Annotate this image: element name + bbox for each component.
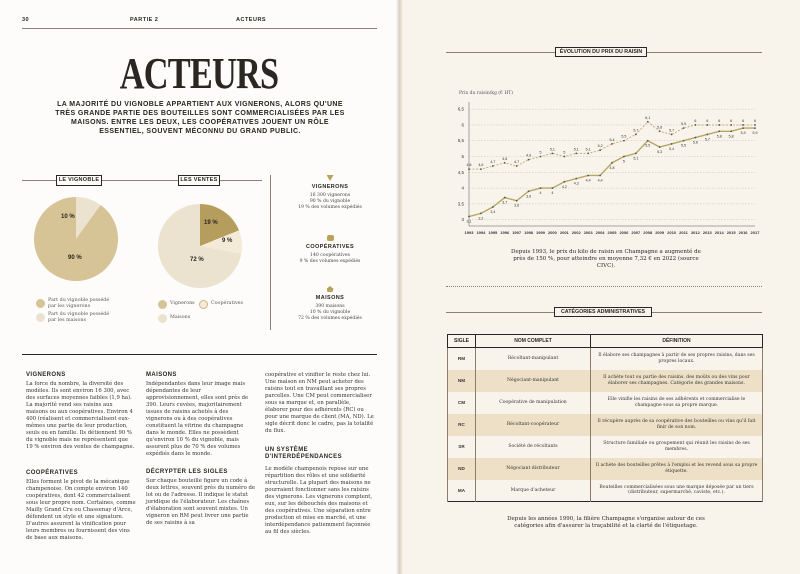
interdependances-heading: UN SYSTÈME D'INTERDÉPENDANCES	[265, 447, 342, 460]
data-label: 6	[730, 118, 733, 123]
data-point	[623, 140, 625, 142]
data-point	[695, 124, 697, 126]
data-point	[492, 165, 494, 167]
data-label: 6	[706, 118, 709, 123]
data-point	[659, 130, 661, 132]
side-maisons: MAISONS 390 maisons 10 % du vignoble 72 % des volumes expédiés	[280, 286, 380, 322]
x-tick-label: 2001	[559, 230, 569, 235]
data-label: 4,3	[573, 181, 579, 186]
house-icon	[327, 286, 334, 292]
vignoble-legend-2: Part du vignoble possédé par les maisons	[48, 312, 110, 323]
data-point	[599, 149, 601, 151]
data-point	[575, 152, 577, 154]
data-point	[671, 143, 673, 145]
data-point	[468, 168, 470, 170]
sigles-text: Sur chaque bouteille figure un code à deux lettres, souvent près du numéro de lot ou de l'adresse. Il indique le statut juridique de l'élaborateur. Les chaînes d'élaboration sont souvent mixtes. Un vigneron en RM peut livrer une partie de ses raisins à sa	[146, 478, 255, 526]
ventes-72-pct: 72 %	[190, 257, 204, 263]
table-row	[448, 348, 763, 370]
x-tick-label: 2008	[643, 230, 653, 235]
data-point	[528, 159, 530, 161]
x-tick-label: 2010	[667, 230, 677, 235]
data-point	[575, 178, 577, 180]
building-icon	[327, 235, 334, 241]
data-label: 5	[622, 159, 625, 164]
data-label: 5,9	[752, 131, 758, 136]
data-label: 4,4	[585, 178, 591, 183]
table-row	[448, 480, 763, 502]
cell-d: Il achète tout ou partie des raisins, des moûts ou des vins pour élaborer ses champagnes. Catégorie des grandes maisons.	[591, 370, 763, 392]
col3-text: coopérative et vinifier le reste chez lui. Une maison en NM peut acheter des raisins tout en travaillant ses propres parcelles. Une CM peut commercialiser sous sa marque et, en parallèle, élaborer pour des adhérents (RC) ou pour une marque de client (MA, ND). Le sigle décrit donc le cadre, pas la totalité du flux.	[265, 372, 374, 434]
data-point	[647, 140, 649, 142]
gutter	[396, 0, 403, 574]
data-point	[492, 206, 494, 208]
data-label: 5,8	[716, 134, 722, 139]
vignoble-small-pct: 10 %	[61, 214, 75, 220]
table-title: CATÉGORIES ADMINISTRATIVES	[554, 307, 652, 317]
data-point	[611, 162, 613, 164]
data-point	[659, 146, 661, 148]
x-tick-label: 1999	[536, 230, 545, 235]
x-tick-label: 2003	[583, 230, 593, 235]
x-tick-label: 2007	[631, 230, 641, 235]
data-label: 4,8	[502, 156, 508, 161]
x-tick-label: 1994	[476, 230, 486, 235]
data-label: 5,4	[669, 146, 675, 151]
vignerons-text: La force du nombre, la diversité des modèles. Ils sont environ 16 300, avec des surfaces moyennes faibles (1,9 ha). La majorité vend ses raisins aux maisons ou aux coopératives. Environ 4 400 (réalisent et commercialisent eux-mêmes une partie de leur production, seuls ou en famille. Ils détiennent 90 % du vignoble mais ne représentent que 19 % environ des ventes de champagne.	[26, 381, 135, 450]
data-label: 5,3	[657, 150, 663, 155]
x-tick-label: 2013	[702, 230, 712, 235]
data-point	[504, 162, 506, 164]
data-point	[742, 124, 744, 126]
data-point	[480, 168, 482, 170]
data-point	[611, 143, 613, 145]
data-point	[516, 200, 518, 202]
data-label: 6	[742, 118, 745, 123]
y-tick-label: 3,5	[457, 201, 464, 207]
data-point	[683, 140, 685, 142]
maisons-heading: MAISONS	[146, 372, 177, 378]
maisons-text: Indépendantes dans leur image mais dépendantes de leur approvisionnement, elles sont près de 390. Leurs cuvées, majoritairement issues de raisins achetés à des vignerons ou à des coopératives constituent la vitrine du champagne dans le monde. Elles ne possèdent qu'environ 10 % du vignoble, mais assurent plus de 70 % des volumes expédiés dans le monde.	[146, 381, 249, 457]
data-point	[742, 127, 744, 129]
data-label: 6	[718, 118, 721, 123]
y-tick-label: 4,5	[457, 169, 464, 175]
x-tick-label: 2012	[690, 230, 700, 235]
data-point	[516, 165, 518, 167]
data-point	[468, 216, 470, 218]
cell-d: Bouteilles commercialisées sous une marque déposée par un tiers (distributeur, supermarché, caviste, etc.).	[591, 480, 763, 502]
x-tick-label: 2000	[547, 230, 557, 235]
data-label: 5,7	[669, 128, 675, 133]
legend-cooperatives: Coopératives	[211, 301, 243, 306]
x-tick-label: 2015	[726, 230, 736, 235]
col-definition: DÉFINITION	[591, 335, 763, 348]
x-tick-label: 2005	[607, 230, 617, 235]
x-tick-label: 1998	[524, 230, 534, 235]
cell-n: Marque d'acheteur	[476, 480, 591, 502]
data-point	[563, 181, 565, 183]
legend-maisons: Maisons	[170, 315, 191, 320]
data-point	[587, 175, 589, 177]
data-point	[695, 137, 697, 139]
vignoble-label: LE VIGNOBLE	[56, 175, 102, 186]
data-label: 3,2	[478, 216, 484, 221]
data-label: 4,6	[478, 163, 484, 168]
page-title: ACTEURS	[119, 49, 279, 98]
y-tick-label: 3	[461, 217, 464, 223]
categories-table	[447, 334, 763, 502]
data-point	[552, 152, 554, 154]
data-label: 5,6	[692, 140, 698, 145]
cell-s: MA	[448, 480, 476, 502]
cell-s: ND	[448, 458, 476, 480]
cell-s: RM	[448, 348, 476, 370]
data-label: 4,9	[526, 153, 532, 158]
page-number: 30	[22, 17, 30, 23]
x-tick-label: 2017	[750, 230, 760, 235]
data-point	[718, 124, 720, 126]
cell-n: Négociant-manipulant	[476, 370, 591, 392]
data-point	[635, 134, 637, 136]
data-label: 4,4	[597, 178, 603, 183]
data-label: 3,9	[526, 194, 532, 199]
data-label: 3,4	[490, 210, 496, 215]
cell-d: Structure familiale ou groupement qui réunit les raisins de ses membres.	[591, 436, 763, 458]
cell-d: Elle vinifie les raisins de ses adhérents et commercialise le champagne sous sa propre marque.	[591, 392, 763, 414]
table-row	[448, 392, 763, 414]
vignoble-pie	[34, 197, 118, 281]
vignoble-legend-1: Part du vignoble possédé par les vignerons	[48, 298, 110, 309]
data-point	[730, 124, 732, 126]
legend-vignerons: Vignerons	[170, 301, 195, 306]
data-point	[563, 156, 565, 158]
table-row	[448, 458, 763, 480]
y-axis-label: Prix du raisin/kg (€ HT)	[459, 91, 513, 96]
data-label: 4,7	[490, 160, 496, 164]
cell-d: Il élabore ses champagnes à partir de ses propres raisins, dans ses propres locaux.	[591, 348, 763, 370]
cooperatives-heading: COOPÉRATIVES	[26, 470, 79, 476]
ventes-label: LES VENTES	[178, 175, 220, 186]
ventes-9-pct: 9 %	[222, 238, 233, 244]
data-label: 6	[754, 118, 756, 123]
data-point	[706, 134, 708, 136]
table-caption: Depuis les années 1990, la filière Champagne s'organise autour de ces catégories afin d'assurer la traçabilité et la clarté de l'étiquetage.	[507, 516, 705, 529]
x-tick-label: 1995	[488, 230, 498, 235]
cell-n: Coopérative de manipulation	[476, 392, 591, 414]
x-tick-label: 1993	[464, 230, 474, 235]
col-nom: NOM COMPLET	[476, 335, 591, 348]
y-tick-label: 4	[461, 185, 464, 191]
data-point	[528, 190, 530, 192]
x-tick-label: 2009	[655, 230, 665, 235]
data-label: 5,1	[585, 147, 591, 152]
cell-s: CM	[448, 392, 476, 414]
data-label: 3,7	[502, 200, 508, 205]
data-label: 4,8	[609, 165, 615, 170]
section-label: ACTEURS	[236, 17, 267, 23]
data-label: 5,7	[704, 137, 710, 142]
data-label: 5,5	[621, 134, 627, 139]
data-point	[587, 152, 589, 154]
y-tick-label: 5,5	[457, 138, 464, 144]
x-tick-label: 2016	[738, 230, 748, 235]
data-label: 3,6	[514, 203, 520, 208]
data-label: 4,6	[466, 163, 472, 168]
data-point	[480, 212, 482, 214]
ventes-19-pct: 19 %	[204, 220, 218, 226]
data-label: 5	[539, 150, 542, 155]
data-point	[671, 134, 673, 136]
y-tick-label: 6	[461, 122, 464, 128]
data-point	[504, 197, 506, 199]
data-label: 5	[563, 150, 566, 155]
data-label: 5,5	[645, 143, 651, 148]
x-tick-label: 2002	[571, 230, 581, 235]
x-tick-label: 1996	[500, 230, 510, 235]
cell-s: RC	[448, 414, 476, 436]
chart-caption: Depuis 1993, le prix du kilo de raisin en Champagne a augmenté de près de 150 %, pour atteindre en moyenne 7,32 € en 2022 (source CIVC).	[511, 249, 701, 269]
data-point	[754, 127, 756, 129]
data-label: 4	[551, 191, 554, 196]
data-point	[647, 121, 649, 123]
table-row	[448, 414, 763, 436]
data-label: 5,5	[681, 143, 686, 148]
grape-icon	[327, 175, 334, 181]
table-row	[448, 436, 763, 458]
cell-n: Négociant distributeur	[476, 458, 591, 480]
x-tick-label: 2011	[679, 230, 688, 235]
data-point	[552, 187, 554, 189]
data-label: 5,9	[681, 122, 686, 127]
data-label: 5,9	[740, 131, 746, 136]
data-label: 5,8	[728, 134, 734, 139]
cell-s: NM	[448, 370, 476, 392]
data-label: 5,2	[597, 144, 603, 149]
vignoble-big-pct: 90 %	[68, 255, 82, 261]
data-label: 3,1	[466, 219, 472, 224]
data-label: 4	[539, 191, 542, 196]
sigles-heading: DÉCRYPTER LES SIGLES	[146, 469, 228, 475]
data-point	[599, 175, 601, 177]
cooperatives-text: Elles forment le pivot de la mécanique champenoise. On compte environ 140 coopératives, dont 42 commercialisent sous leur propre nom. Certaines, comme Mailly Grand Cru ou Chassenay d'Arce, défendent un style et une signature. D'autres assurent la vinification pour leurs membres ou fournissent des vins de base aux maisons.	[26, 479, 136, 541]
data-point	[635, 152, 637, 154]
x-tick-label: 2006	[619, 230, 629, 235]
vignerons-heading: VIGNERONS	[26, 372, 66, 378]
data-label: 5,7	[633, 128, 639, 133]
chart-title: ÉVOLUTION DU PRIX DU RAISIN	[555, 47, 647, 57]
data-point	[540, 187, 542, 189]
y-tick-label: 6,5	[457, 106, 464, 112]
data-label: 5,1	[573, 147, 579, 152]
data-point	[718, 130, 720, 132]
lede: LA MAJORITÉ DU VIGNOBLE APPARTIENT AUX VIGNERONS, ALORS QU'UNE TRÈS GRANDE PARTIE DES BOUTEILLES SONT COMMERCIALISÉES PAR LES MAISONS. ENTRE LES DEUX, LES COOPÉRATIVES JOUENT UN RÔLE ESSENTIEL, SOUVENT MÉCONNU DU GRAND PUBLIC.	[55, 101, 345, 135]
col-sigle: SIGLE	[448, 335, 476, 348]
x-tick-label: 2004	[595, 230, 605, 235]
data-label: 4,2	[561, 184, 567, 189]
data-label: 6,1	[645, 115, 651, 120]
data-label: 5,1	[633, 156, 639, 161]
data-label: 5,1	[549, 147, 555, 152]
ventes-pie	[158, 204, 242, 288]
cell-d: Il achète des bouteilles prêtes à l'emploi et les revend sous sa propre étiquette.	[591, 458, 763, 480]
cell-d: Il récupère auprès de sa coopérative des bouteilles ou vins qu'il fait finir de son nom.	[591, 414, 763, 436]
table-row	[448, 370, 763, 392]
cell-n: Récoltant-coopérateur	[476, 414, 591, 436]
side-vignerons: VIGNERONS 16 300 vignerons 90 % du vignoble 19 % des volumes expédiés	[280, 175, 380, 211]
side-cooperatives: COOPÉRATIVES 140 coopératives 9 % des volumes expédiés	[280, 235, 380, 265]
cell-s: SR	[448, 436, 476, 458]
data-point	[540, 156, 542, 158]
price-chart	[445, 86, 765, 236]
y-tick-label: 5	[461, 154, 464, 160]
x-tick-label: 2014	[714, 230, 724, 235]
part-label: PARTIE 2	[130, 17, 159, 23]
data-point	[754, 124, 756, 126]
data-label: 4,7	[514, 160, 520, 164]
data-point	[623, 156, 625, 158]
cell-n: Récoltant-manipulant	[476, 348, 591, 370]
data-point	[730, 130, 732, 132]
data-point	[706, 124, 708, 126]
data-label: 5,4	[609, 137, 615, 142]
data-label: 6	[694, 118, 697, 123]
cell-n: Société de récoltants	[476, 436, 591, 458]
x-tick-label: 1997	[512, 230, 522, 235]
data-point	[683, 127, 685, 129]
interdependances-text: Le modèle champenois repose sur une répartition des rôles et une solidarité structurelle. La plupart des maisons ne pourraient fonctionner sans les raisins des vignerons. Les vignerons comptent, eux, sur les débouchés des maisons et des coopératives. Une séparation entre production et mise en marché, et une interdépendance patiemment façonnée au fil des siècles.	[265, 466, 373, 535]
data-label: 5,8	[657, 125, 663, 130]
